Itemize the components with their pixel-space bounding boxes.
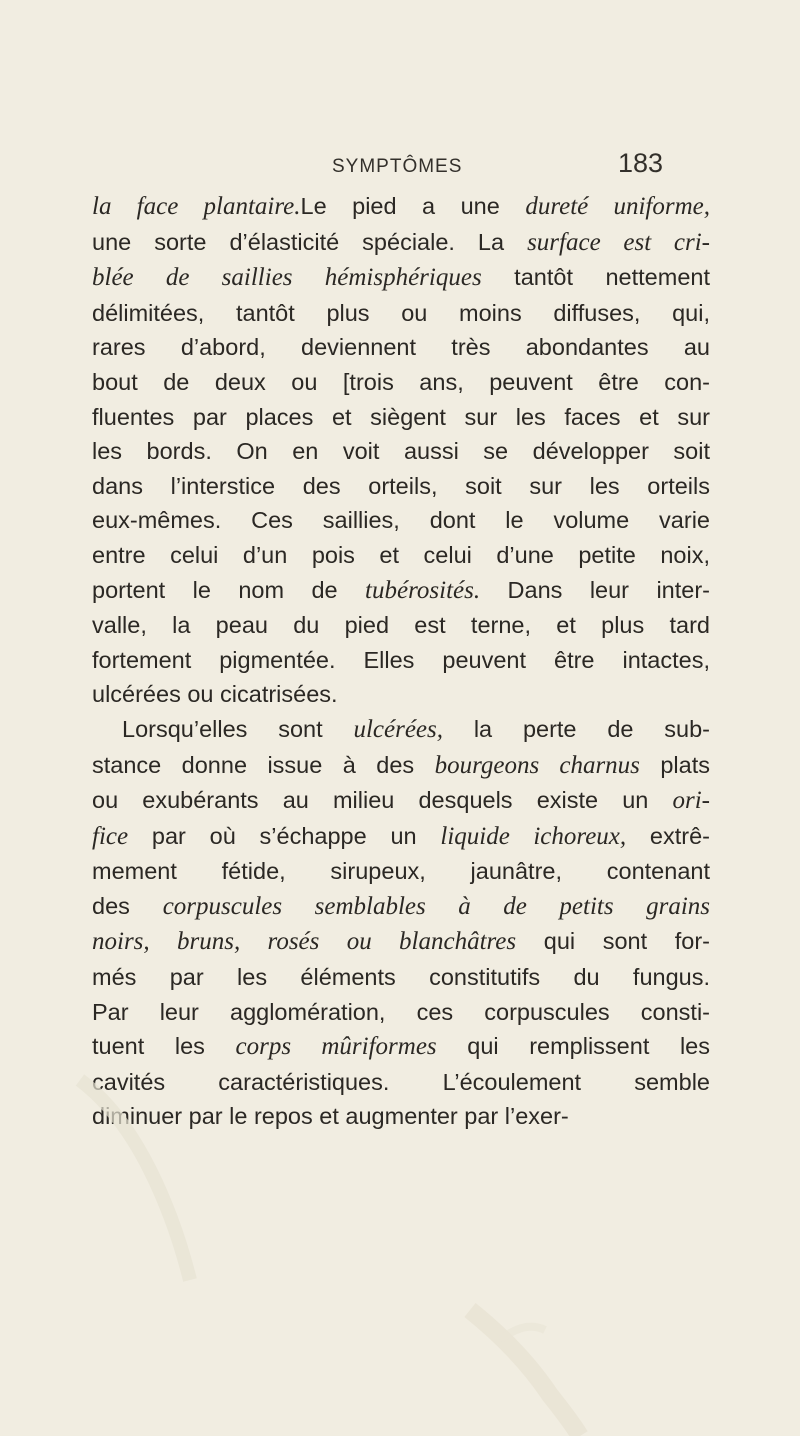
italic-phrase: corpuscules semblables à de petits grains: [162, 892, 711, 920]
text-run: ou exubérants au milieu desquels existe un: [92, 787, 673, 814]
text-run: tuent les: [92, 1033, 236, 1060]
text-line: [92, 296, 710, 331]
text-line: [92, 538, 710, 573]
text-line: [92, 260, 710, 296]
text-run: une sorte d’élasticité spéciale. La: [92, 228, 528, 255]
italic-phrase: dureté uniforme,: [525, 193, 710, 220]
text-run: Dans leur inter-: [480, 576, 710, 603]
text-run: Le pied a une: [300, 193, 526, 219]
text-line: [92, 995, 710, 1030]
page-header: [0, 148, 800, 182]
text-run: stance donne issue à des: [92, 751, 435, 778]
text-run: plats: [639, 751, 710, 778]
text-line: [92, 748, 710, 784]
text-run: extrê-: [626, 822, 710, 849]
text-line: [92, 330, 710, 365]
text-run: valle, la peau du pied est terne, et plus tard: [92, 612, 710, 639]
text-line: [92, 1099, 710, 1134]
text-line: [92, 400, 710, 435]
text-line: [92, 573, 710, 609]
italic-phrase: noirs, bruns, rosés ou blanchâtres: [92, 928, 517, 956]
text-line: [92, 783, 710, 819]
text-run: eux-mêmes. Ces saillies, dont le volume varie: [92, 507, 710, 534]
text-line: [92, 677, 710, 712]
italic-phrase: surface est cri-: [527, 228, 710, 256]
text-run: les bords. On en voit aussi se développer soit: [92, 438, 710, 465]
text-line: [92, 819, 710, 855]
text-line: [92, 469, 710, 504]
text-line: [92, 434, 710, 469]
text-run: entre celui d’un pois et celui d’une petite noix,: [92, 541, 710, 568]
text-run: des: [92, 892, 163, 919]
text-run: bout de deux ou [trois ans, peuvent être con-: [92, 368, 710, 395]
text-run: délimitées, tantôt plus ou moins diffuses, qui,: [92, 299, 710, 326]
text-line: [92, 712, 710, 748]
text-line: [92, 643, 710, 678]
text-run: més par les éléments constitutifs du fungus.: [92, 964, 710, 991]
text-line: [92, 503, 710, 538]
text-run: portent le nom de: [92, 576, 366, 603]
text-line: [92, 1029, 710, 1065]
italic-phrase: la face plantaire.: [92, 193, 301, 220]
text-line: [92, 1065, 710, 1100]
text-line: [92, 225, 710, 261]
italic-phrase: fice: [92, 822, 129, 850]
italic-phrase: tubérosités.: [365, 576, 481, 604]
body-text: [92, 189, 710, 1134]
italic-phrase: corps mûriformes: [235, 1033, 437, 1061]
text-run: Par leur agglomération, ces corpuscules consti-: [92, 998, 710, 1025]
text-line: [92, 854, 710, 889]
italic-phrase: liquide ichoreux,: [440, 822, 627, 850]
text-line: [92, 889, 710, 925]
italic-phrase: ulcérées,: [353, 715, 444, 743]
text-run: fluentes par places et siègent sur les faces et sur: [92, 403, 710, 430]
text-line: [92, 365, 710, 400]
text-run: Lorsqu’elles sont: [122, 715, 354, 742]
text-line: [92, 608, 710, 643]
text-run: ulcérées ou cicatrisées.: [92, 681, 338, 708]
italic-phrase: bourgeons charnus: [434, 751, 640, 779]
text-run: par où s’échappe un: [128, 822, 441, 849]
text-line: [92, 960, 710, 995]
text-run: fortement pigmentée. Elles peuvent être intactes,: [92, 646, 710, 673]
italic-phrase: blée de saillies hémisphériques: [92, 264, 482, 292]
italic-phrase: ori-: [672, 787, 710, 815]
text-run: mement fétide, sirupeux, jaunâtre, contenant: [92, 858, 710, 885]
text-run: tantôt nettement: [481, 264, 710, 291]
text-run: qui remplissent les: [436, 1033, 710, 1060]
text-run: la perte de sub-: [443, 715, 710, 742]
text-line: [92, 189, 710, 225]
text-run: rares d’abord, deviennent très abondantes au: [92, 334, 710, 361]
running-head: SYMPTÔMES: [332, 156, 463, 177]
text-run: cavités caractéristiques. L’écoulement semble: [92, 1068, 710, 1095]
text-line: [92, 924, 710, 960]
text-run: qui sont for-: [516, 928, 710, 955]
text-run: dans l’interstice des orteils, soit sur les orteils: [92, 472, 710, 499]
text-run: diminuer par le repos et augmenter par l’exer-: [92, 1103, 569, 1130]
page-number: 183: [618, 148, 664, 178]
